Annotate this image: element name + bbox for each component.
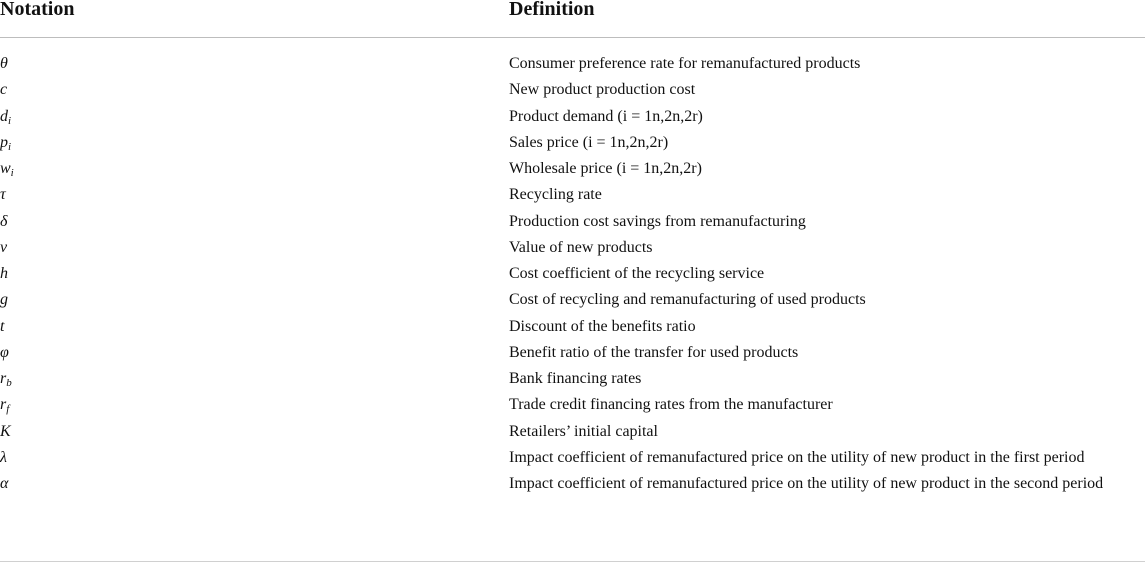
table-row	[0, 445, 1145, 471]
symbol-letter: p	[0, 133, 8, 151]
notation-symbol	[0, 182, 6, 209]
symbol-letter: v	[0, 238, 8, 256]
notation-symbol	[0, 104, 11, 131]
notation-symbol	[0, 314, 4, 341]
symbol-letter: d	[0, 107, 8, 125]
notation-symbol	[0, 340, 9, 367]
table-row	[0, 366, 1145, 392]
header-definition: Definition	[509, 0, 595, 20]
symbol-subscript: b	[6, 377, 12, 389]
notation-definition: Wholesale price (i = 1n,2n,2r)	[509, 160, 702, 177]
symbol-letter: w	[0, 160, 11, 177]
table-row	[0, 261, 1145, 287]
table-body	[0, 51, 1145, 497]
notation-symbol	[0, 445, 7, 472]
table-row	[0, 340, 1145, 366]
notation-definition: Discount of the benefits ratio	[509, 317, 696, 335]
table-row	[0, 209, 1145, 235]
notation-definition: Consumer preference rate for remanufactured products	[509, 55, 861, 72]
symbol-letter: θ	[0, 55, 8, 72]
table-row	[0, 419, 1145, 445]
symbol-letter: τ	[0, 186, 6, 204]
notation-definition: Benefit ratio of the transfer for used products	[509, 343, 799, 361]
table-row	[0, 287, 1145, 313]
header-notation: Notation	[0, 0, 75, 20]
notation-definition: New product production cost	[509, 81, 696, 99]
table-row	[0, 471, 1145, 497]
table-header-row	[0, 0, 1145, 38]
notation-definition: Trade credit financing rates from the manufacturer	[509, 396, 833, 414]
notation-symbol	[0, 419, 11, 446]
symbol-subscript: f	[6, 403, 10, 416]
table-bottom-rule	[0, 561, 1145, 562]
notation-symbol	[0, 287, 8, 314]
notation-symbol	[0, 130, 11, 157]
symbol-letter: λ	[0, 448, 7, 466]
table-row	[0, 235, 1145, 261]
symbol-letter: r	[0, 396, 7, 414]
notation-symbol	[0, 235, 7, 262]
table-row	[0, 392, 1145, 418]
notation-definition: Retailers’ initial capital	[509, 422, 658, 440]
symbol-subscript: i	[8, 114, 12, 127]
table-row	[0, 104, 1145, 130]
notation-definition: Impact coefficient of remanufactured price on the utility of new product in the first period	[509, 448, 1085, 466]
notation-definition: Sales price (i = 1n,2n,2r)	[509, 133, 669, 151]
notation-definition: Cost coefficient of the recycling service	[509, 265, 765, 282]
notation-definition: Production cost savings from remanufacturing	[509, 212, 806, 230]
notation-symbol	[0, 51, 8, 78]
table-row	[0, 77, 1145, 103]
notation-symbol	[0, 392, 9, 419]
table-row	[0, 130, 1145, 156]
notation-definition: Product demand (i = 1n,2n,2r)	[509, 107, 703, 125]
symbol-subscript: i	[10, 167, 14, 179]
notation-symbol	[0, 261, 8, 288]
notation-definition: Impact coefficient of remanufactured price on the utility of new product in the second period	[509, 475, 1104, 492]
notation-symbol	[0, 366, 12, 393]
table-row	[0, 182, 1145, 208]
symbol-letter: t	[0, 317, 5, 335]
table-row	[0, 51, 1145, 77]
symbol-letter: h	[0, 265, 8, 282]
table-row	[0, 314, 1145, 340]
symbol-letter: φ	[0, 343, 9, 361]
symbol-letter: α	[0, 475, 9, 492]
notation-definition: Bank financing rates	[509, 370, 642, 387]
table-row	[0, 156, 1145, 182]
notation-symbol	[0, 156, 14, 183]
notation-symbol	[0, 77, 7, 104]
symbol-letter: δ	[0, 212, 8, 230]
symbol-subscript: i	[8, 140, 12, 153]
symbol-letter: r	[0, 370, 7, 387]
symbol-letter: g	[0, 291, 8, 309]
notation-definition: Recycling rate	[509, 186, 602, 204]
symbol-letter: K	[0, 422, 11, 440]
notation-definition: Cost of recycling and remanufacturing of used products	[509, 291, 866, 309]
notation-symbol	[0, 209, 7, 236]
symbol-letter: c	[0, 81, 8, 99]
notation-definition: Value of new products	[509, 238, 653, 256]
notation-symbol	[0, 471, 8, 498]
